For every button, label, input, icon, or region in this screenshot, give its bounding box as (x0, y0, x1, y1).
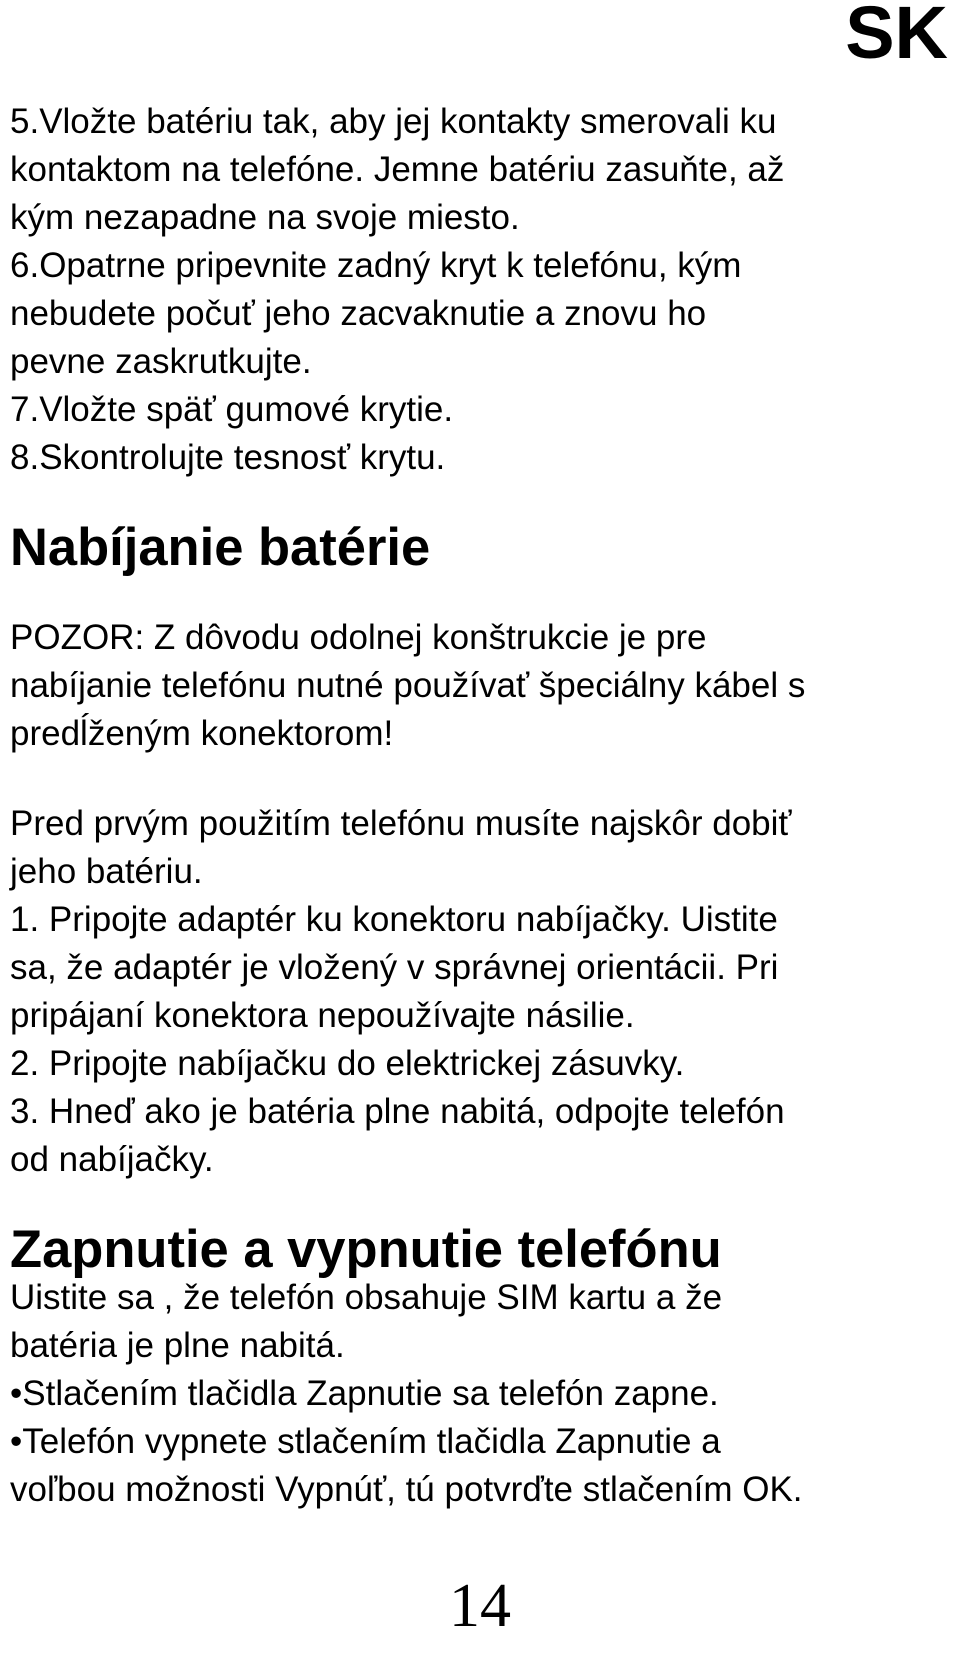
text-line: 1. Pripojte adaptér ku konektoru nabíjačky. Uistite (10, 900, 778, 939)
text-line: 3. Hneď ako je batéria plne nabitá, odpojte telefón (10, 1092, 785, 1131)
charging-warning (10, 614, 950, 758)
bullet-item: •Telefón vypnete stlačením tlačidla Zapnutie a (10, 1422, 721, 1461)
manual-page-body (10, 98, 950, 1514)
text-line: sa, že adaptér je vložený v správnej orientácii. Pri (10, 948, 779, 987)
charging-heading: Nabíjanie batérie (10, 518, 431, 577)
text-line: kontaktom na telefóne. Jemne batériu zasuňte, až (10, 150, 785, 189)
power-section (10, 1220, 950, 1514)
text-line: Pred prvým použitím telefónu musíte najskôr dobiť (10, 804, 792, 843)
charging-section (10, 518, 950, 1184)
text-line: nabíjanie telefónu nutné používať špeciálny kábel s (10, 666, 806, 705)
text-line: voľbou možnosti Vypnúť, tú potvrďte stlačením OK. (10, 1470, 803, 1509)
text-line: 6.Opatrne pripevnite zadný kryt k telefónu, kým (10, 246, 742, 285)
charging-steps (10, 800, 950, 1184)
text-line: 2. Pripojte nabíjačku do elektrickej zásuvky. (10, 1044, 685, 1083)
text-line: jeho batériu. (10, 852, 203, 891)
text-line: predĺženým konektorom! (10, 714, 394, 753)
text-line: pevne zaskrutkujte. (10, 342, 312, 381)
text-line: nebudete počuť jeho zacvaknutie a znovu ho (10, 294, 707, 333)
text-line: batéria je plne nabitá. (10, 1326, 345, 1365)
page-number: 14 (449, 1572, 511, 1640)
text-line: kým nezapadne na svoje miesto. (10, 198, 520, 237)
install-steps (10, 98, 950, 482)
power-heading: Zapnutie a vypnutie telefónu (10, 1220, 722, 1279)
text-line: 8.Skontrolujte tesnosť krytu. (10, 438, 446, 477)
text-line: 7.Vložte späť gumové krytie. (10, 390, 454, 429)
text-line: 5.Vložte batériu tak, aby jej kontakty smerovali ku (10, 102, 777, 141)
text-line: od nabíjačky. (10, 1140, 214, 1179)
text-line: pripájaní konektora nepoužívajte násilie. (10, 996, 635, 1035)
text-line: POZOR: Z dôvodu odolnej konštrukcie je pre (10, 618, 707, 657)
language-tag: SK (845, 0, 948, 74)
text-line: Uistite sa , že telefón obsahuje SIM kartu a že (10, 1278, 723, 1317)
bullet-item: •Stlačením tlačidla Zapnutie sa telefón zapne. (10, 1374, 719, 1413)
